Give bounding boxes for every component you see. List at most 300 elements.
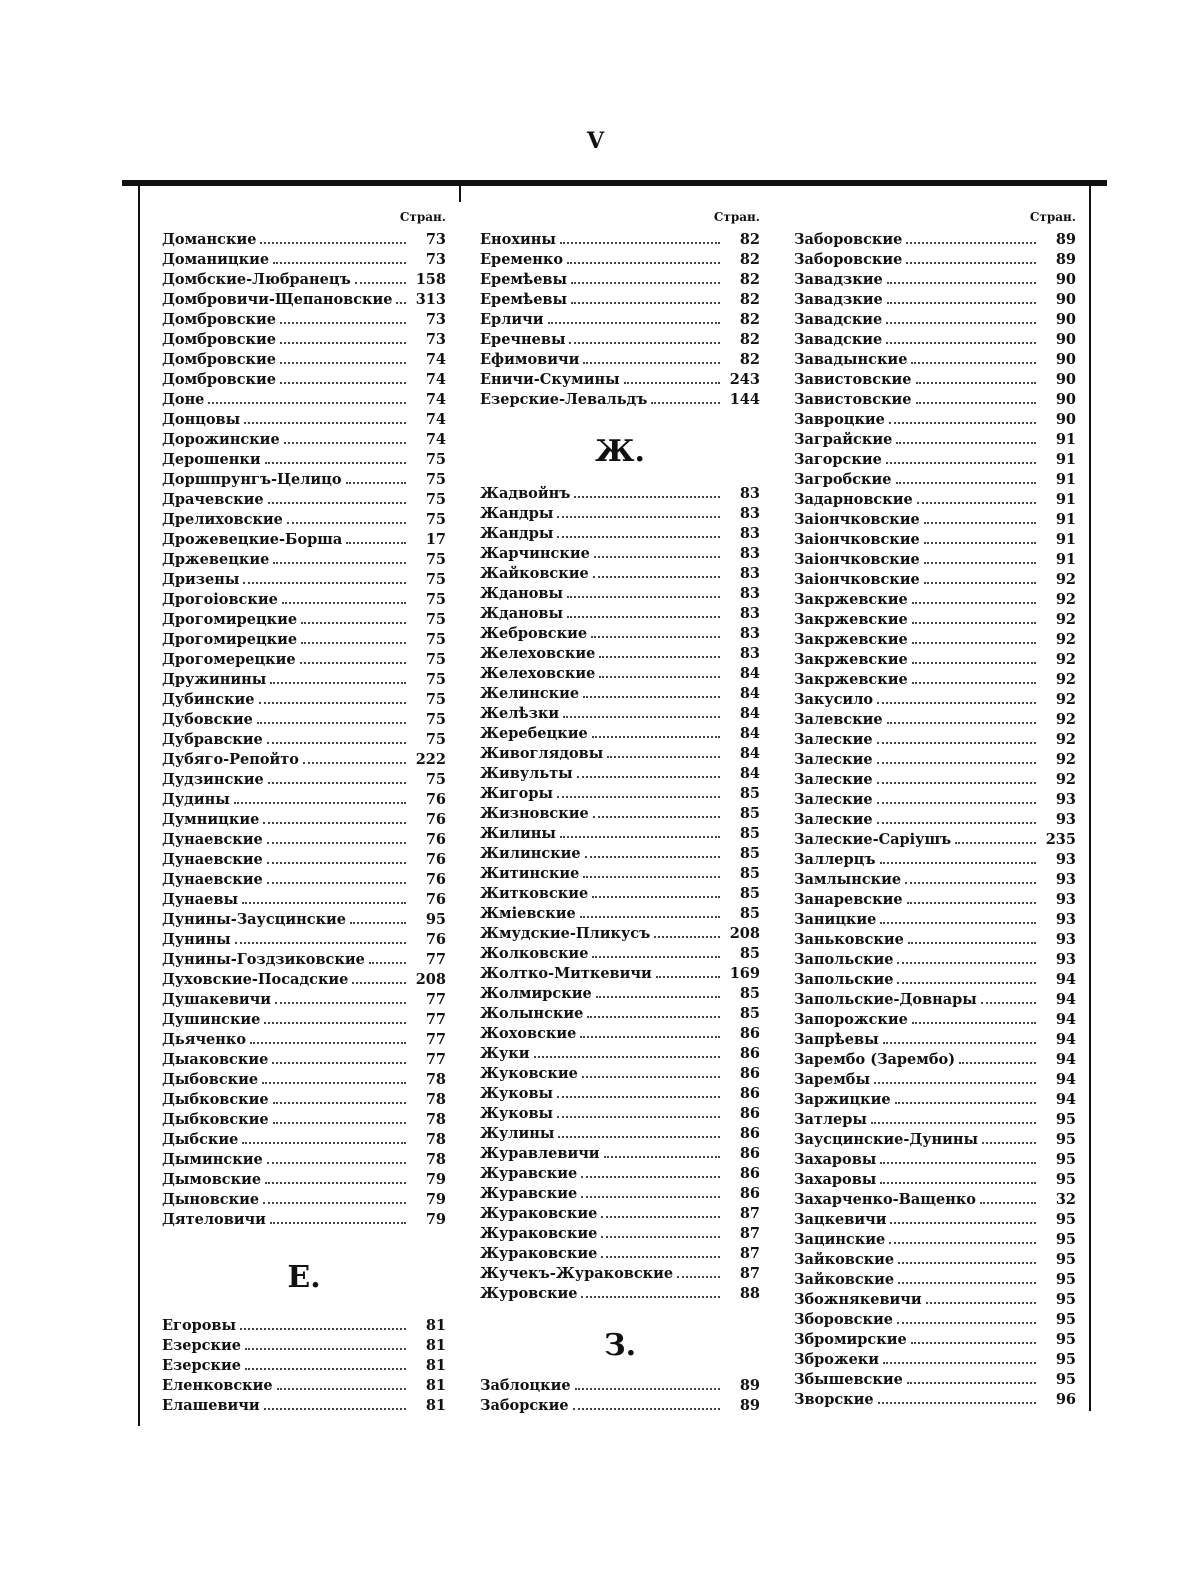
index-entry [480, 290, 760, 310]
entry-page: 83 [739, 505, 760, 522]
leader-dots [593, 805, 720, 818]
entry-name: Жмiевские [480, 905, 576, 922]
index-entry [794, 330, 1076, 350]
index-entry [794, 1330, 1076, 1350]
index-entry [480, 250, 760, 270]
leader-dots [259, 691, 407, 704]
entry-name: Жандры [480, 525, 554, 542]
index-entry [162, 690, 446, 710]
index-entry [162, 350, 446, 370]
entry-name: Жадвойнъ [480, 485, 571, 502]
leader-dots [601, 1205, 720, 1218]
entry-name: Дунины [162, 931, 231, 948]
entry-name: Заiончковские [794, 531, 920, 548]
entry-name: Запрѣевы [794, 1031, 879, 1048]
leader-dots [355, 271, 406, 284]
index-entry [162, 250, 446, 270]
leader-dots [911, 351, 1036, 364]
index-entry [480, 1044, 760, 1064]
leader-dots [282, 591, 406, 604]
leader-dots [587, 1005, 720, 1018]
header-rule [122, 180, 1107, 186]
entry-page: 313 [415, 291, 446, 308]
entry-page: 92 [1055, 771, 1076, 788]
index-entry [162, 490, 446, 510]
entry-page: 87 [739, 1265, 760, 1282]
leader-dots [896, 471, 1037, 484]
index-entry [794, 230, 1076, 250]
index-entry [480, 524, 760, 544]
entry-name: Дунаевы [162, 891, 239, 908]
leader-dots [243, 571, 406, 584]
entry-name: Жизновские [480, 805, 589, 822]
entry-name: Живульты [480, 765, 573, 782]
entry-name: Зборовские [794, 1311, 893, 1328]
entry-name: Домбровские [162, 331, 276, 348]
entry-page: 91 [1055, 531, 1076, 548]
entry-name: Желѣзки [480, 705, 560, 722]
index-entry [480, 350, 760, 370]
entry-page: 78 [425, 1071, 446, 1088]
index-entry [794, 1090, 1076, 1110]
left-border [138, 186, 140, 1426]
index-entry [794, 390, 1076, 410]
entry-name: Душинские [162, 1011, 261, 1028]
entry-name: Држевецкие [162, 551, 270, 568]
leader-dots [897, 971, 1036, 984]
leader-dots [242, 1131, 406, 1144]
leader-dots [560, 231, 720, 244]
index-entry [480, 1376, 760, 1396]
leader-dots [260, 231, 406, 244]
index-entry [162, 1356, 446, 1376]
leader-dots [883, 1031, 1036, 1044]
index-entry [480, 1124, 760, 1144]
entry-name: Зайковские [794, 1271, 895, 1288]
leader-dots [265, 1171, 406, 1184]
index-entry [480, 1064, 760, 1084]
leader-dots [883, 1351, 1036, 1364]
entry-name: Дунины-Гоздзиковские [162, 951, 365, 968]
leader-dots [244, 411, 406, 424]
entry-page: 92 [1055, 651, 1076, 668]
entry-page: 73 [425, 231, 446, 248]
index-entry [480, 644, 760, 664]
entry-page: 81 [425, 1357, 446, 1374]
entry-page: 95 [1055, 1251, 1076, 1268]
index-entry [794, 870, 1076, 890]
entry-page: 83 [739, 485, 760, 502]
entry-page: 85 [739, 1005, 760, 1022]
entry-name: Живоглядовы [480, 745, 604, 762]
entry-page: 92 [1055, 631, 1076, 648]
entry-page: 77 [425, 991, 446, 1008]
entry-name: Дудины [162, 791, 230, 808]
entry-name: Завадынские [794, 351, 908, 368]
entry-page: 74 [425, 391, 446, 408]
leader-dots [877, 791, 1036, 804]
entry-name: Заборские [480, 1397, 569, 1414]
entry-page: 87 [739, 1205, 760, 1222]
leader-dots [592, 945, 720, 958]
leader-dots [548, 311, 720, 324]
leader-dots [558, 1125, 720, 1138]
index-entry [162, 750, 446, 770]
entry-name: Дрелиховские [162, 511, 283, 528]
entry-page: 75 [425, 631, 446, 648]
entry-name: Жебровские [480, 625, 588, 642]
index-entry [480, 984, 760, 1004]
entry-page: 79 [425, 1191, 446, 1208]
entry-page: 92 [1055, 591, 1076, 608]
entry-name: Еременко [480, 251, 563, 268]
index-entry [162, 610, 446, 630]
leader-dots [275, 991, 406, 1004]
index-entry [480, 764, 760, 784]
entry-name: Завадские [794, 311, 883, 328]
entry-page: 75 [425, 551, 446, 568]
entry-page: 76 [425, 871, 446, 888]
leader-dots [265, 451, 406, 464]
leader-dots [396, 291, 406, 304]
leader-dots [592, 885, 720, 898]
entry-name: Жеребецкие [480, 725, 588, 742]
index-entry [480, 724, 760, 744]
entry-page: 94 [1055, 971, 1076, 988]
page-number: V [586, 128, 605, 154]
entry-name: Ждановы [480, 605, 563, 622]
leader-dots [250, 1031, 406, 1044]
entry-name: Дудзинские [162, 771, 264, 788]
entry-page: 93 [1055, 851, 1076, 868]
entry-page: 86 [739, 1025, 760, 1042]
leader-dots [916, 371, 1036, 384]
entry-name: Завистовские [794, 391, 912, 408]
entry-page: 92 [1055, 731, 1076, 748]
leader-dots [897, 951, 1036, 964]
index-entry [480, 370, 760, 390]
index-entry [162, 550, 446, 570]
entry-name: Ждановы [480, 585, 563, 602]
index-entry [480, 824, 760, 844]
index-entry [794, 250, 1076, 270]
index-entry [794, 490, 1076, 510]
entry-name: Дрогомирецкие [162, 611, 298, 628]
entry-name: Енохины [480, 231, 556, 248]
entry-name: Захаровы [794, 1171, 877, 1188]
entry-name: Духовские-Посадские [162, 971, 349, 988]
index-entry [794, 710, 1076, 730]
index-entry [794, 770, 1076, 790]
index-entry [162, 1316, 446, 1336]
entry-page: 208 [415, 971, 446, 988]
entry-page: 74 [425, 411, 446, 428]
leader-dots [575, 1377, 720, 1390]
index-entry [480, 704, 760, 724]
index-entry [480, 624, 760, 644]
entry-page: 78 [425, 1131, 446, 1148]
entry-name: Залеские [794, 811, 873, 828]
leader-dots [301, 611, 406, 624]
leader-dots [599, 665, 720, 678]
entry-page: 32 [1055, 1191, 1076, 1208]
leader-dots [300, 651, 406, 664]
index-entry [794, 550, 1076, 570]
entry-page: 89 [739, 1397, 760, 1414]
entry-page: 95 [1055, 1211, 1076, 1228]
leader-dots [887, 291, 1036, 304]
entry-page: 74 [425, 351, 446, 368]
leader-dots [880, 911, 1036, 924]
index-entry [162, 1130, 446, 1150]
entry-name: Житинские [480, 865, 580, 882]
index-entry [794, 510, 1076, 530]
leader-dots [571, 271, 720, 284]
leader-dots [880, 851, 1037, 864]
entry-page: 75 [425, 471, 446, 488]
leader-dots [905, 871, 1036, 884]
leader-dots [280, 351, 406, 364]
entry-page: 75 [425, 511, 446, 528]
entry-name: Зайковские [794, 1251, 895, 1268]
index-entry [794, 1230, 1076, 1250]
index-entry [162, 830, 446, 850]
leader-dots [272, 1051, 406, 1064]
entry-name: Завроцкие [794, 411, 885, 428]
entry-page: 82 [739, 271, 760, 288]
entry-name: Заiончковские [794, 571, 920, 588]
entry-name: Зворские [794, 1391, 874, 1408]
index-entry [794, 1110, 1076, 1130]
leader-dots [895, 1091, 1036, 1104]
entry-page: 95 [1055, 1151, 1076, 1168]
index-entry [794, 750, 1076, 770]
leader-dots [567, 251, 720, 264]
entry-name: Еничи-Скумины [480, 371, 620, 388]
entry-page: 144 [729, 391, 760, 408]
entry-page: 86 [739, 1125, 760, 1142]
entry-page: 94 [1055, 991, 1076, 1008]
leader-dots [877, 731, 1036, 744]
leader-dots [242, 891, 406, 904]
index-entry [480, 390, 760, 410]
entry-page: 91 [1055, 511, 1076, 528]
entry-page: 76 [425, 831, 446, 848]
index-entry [794, 450, 1076, 470]
entry-page: 74 [425, 371, 446, 388]
leader-dots [601, 1245, 720, 1258]
entry-name: Зарембо (Зарембо) [794, 1051, 956, 1068]
leader-dots [912, 671, 1036, 684]
leader-dots [908, 931, 1036, 944]
entry-name: Залеские-Саріушъ [794, 831, 952, 848]
index-column-3 [794, 204, 1076, 1410]
leader-dots [583, 351, 720, 364]
entry-name: Завадзкие [794, 271, 883, 288]
entry-name: Заiончковские [794, 551, 920, 568]
entry-name: Дыаковские [162, 1051, 269, 1068]
entry-name: Запольские [794, 951, 894, 968]
entry-page: 208 [729, 925, 760, 942]
leader-dots [916, 391, 1036, 404]
entry-page: 82 [739, 331, 760, 348]
entry-name: Жуки [480, 1045, 530, 1062]
entry-page: 93 [1055, 911, 1076, 928]
entry-name: Ефимовичи [480, 351, 580, 368]
entry-name: Збожнякевичи [794, 1291, 922, 1308]
entry-name: Еремѣевы [480, 271, 568, 288]
index-entry [162, 1150, 446, 1170]
entry-name: Дрогомерецкие [162, 651, 296, 668]
leader-dots [912, 631, 1036, 644]
leader-dots [896, 431, 1036, 444]
leader-dots [581, 1285, 720, 1298]
index-entry [794, 690, 1076, 710]
entry-page: 94 [1055, 1031, 1076, 1048]
leader-dots [607, 745, 720, 758]
entry-name: Заборовские [794, 231, 903, 248]
entry-name: Дятеловичи [162, 1211, 266, 1228]
leader-dots [886, 311, 1036, 324]
entry-page: 75 [425, 771, 446, 788]
entry-name: Жилины [480, 825, 556, 842]
entry-page: 87 [739, 1225, 760, 1242]
leader-dots [897, 1311, 1036, 1324]
entry-name: Дорожинские [162, 431, 280, 448]
leader-dots [912, 651, 1036, 664]
entry-name: Елашевичи [162, 1397, 260, 1414]
index-entry [480, 1144, 760, 1164]
index-entry [162, 910, 446, 930]
index-entry [162, 1070, 446, 1090]
index-entry [480, 1024, 760, 1044]
entry-name: Драчевские [162, 491, 264, 508]
leader-dots [887, 711, 1036, 724]
leader-dots [284, 431, 406, 444]
leader-dots [926, 1291, 1036, 1304]
entry-page: 73 [425, 331, 446, 348]
leader-dots [245, 1337, 406, 1350]
leader-dots [886, 331, 1036, 344]
index-entry [162, 810, 446, 830]
index-entry [794, 1050, 1076, 1070]
entry-page: 94 [1055, 1011, 1076, 1028]
entry-name: Доманские [162, 231, 257, 248]
entry-name: Журавские [480, 1185, 578, 1202]
leader-dots [593, 565, 720, 578]
index-entry [794, 610, 1076, 630]
entry-name: Донцовы [162, 411, 241, 428]
index-entry [794, 1290, 1076, 1310]
entry-page: 235 [1045, 831, 1076, 848]
leader-dots [585, 845, 720, 858]
entry-name: Жоховские [480, 1025, 577, 1042]
entry-page: 81 [425, 1397, 446, 1414]
index-entry [480, 484, 760, 504]
entry-page: 75 [425, 671, 446, 688]
leader-dots [651, 391, 720, 404]
entry-name: Завистовские [794, 371, 912, 388]
entry-name: Жолковские [480, 945, 589, 962]
entry-page: 95 [1055, 1331, 1076, 1348]
leader-dots [604, 1145, 720, 1158]
index-entry [480, 310, 760, 330]
entry-name: Збромирские [794, 1331, 907, 1348]
index-entry [794, 1030, 1076, 1050]
leader-dots [350, 911, 406, 924]
index-entry [480, 504, 760, 524]
leader-dots [877, 771, 1036, 784]
entry-name: Запольские [794, 971, 894, 988]
entry-name: Дризены [162, 571, 240, 588]
leader-dots [557, 505, 720, 518]
leader-dots [267, 1151, 406, 1164]
entry-page: 73 [425, 251, 446, 268]
leader-dots [369, 951, 406, 964]
entry-name: Журавлевичи [480, 1145, 600, 1162]
leader-dots [264, 1011, 406, 1024]
leader-dots [557, 1085, 720, 1098]
entry-name: Жигоры [480, 785, 554, 802]
entry-page: 83 [739, 585, 760, 602]
entry-name: Журaковские [480, 1205, 598, 1222]
index-entry [162, 390, 446, 410]
leader-dots [208, 391, 406, 404]
leader-dots [912, 591, 1036, 604]
entry-page: 85 [739, 825, 760, 842]
leader-dots [235, 931, 406, 944]
entry-page: 91 [1055, 471, 1076, 488]
entry-page: 85 [739, 865, 760, 882]
leader-dots [301, 631, 406, 644]
leader-dots [267, 831, 406, 844]
leader-dots [911, 1331, 1036, 1344]
entry-name: Жуковы [480, 1105, 554, 1122]
index-entry [162, 1396, 446, 1416]
index-entry [794, 1130, 1076, 1150]
leader-dots [583, 865, 720, 878]
index-entry [162, 1336, 446, 1356]
entry-name: Зарембы [794, 1071, 871, 1088]
index-entry [794, 950, 1076, 970]
entry-name: Закусило [794, 691, 874, 708]
entry-page: 86 [739, 1185, 760, 1202]
entry-name: Залеские [794, 791, 873, 808]
index-column-1 [162, 204, 446, 1416]
entry-page: 95 [1055, 1271, 1076, 1288]
leader-dots [563, 705, 720, 718]
entry-name: Жулины [480, 1125, 555, 1142]
entry-name: Зброжеки [794, 1351, 880, 1368]
entry-page: 95 [1055, 1371, 1076, 1388]
index-entry [480, 1184, 760, 1204]
index-entry [794, 890, 1076, 910]
entry-page: 85 [739, 885, 760, 902]
entry-name: Душакевичи [162, 991, 272, 1008]
leader-dots [277, 1377, 406, 1390]
entry-page: 90 [1055, 271, 1076, 288]
index-entry [794, 470, 1076, 490]
entry-name: Дунаевские [162, 851, 263, 868]
index-entry [480, 924, 760, 944]
entry-name: Домбровичи-Щепановские [162, 291, 393, 308]
entry-name: Заницкие [794, 911, 877, 928]
leader-dots [557, 525, 720, 538]
index-entry [162, 1010, 446, 1030]
entry-name: Дубинские [162, 691, 255, 708]
leader-dots [267, 731, 406, 744]
index-entry [162, 1030, 446, 1050]
